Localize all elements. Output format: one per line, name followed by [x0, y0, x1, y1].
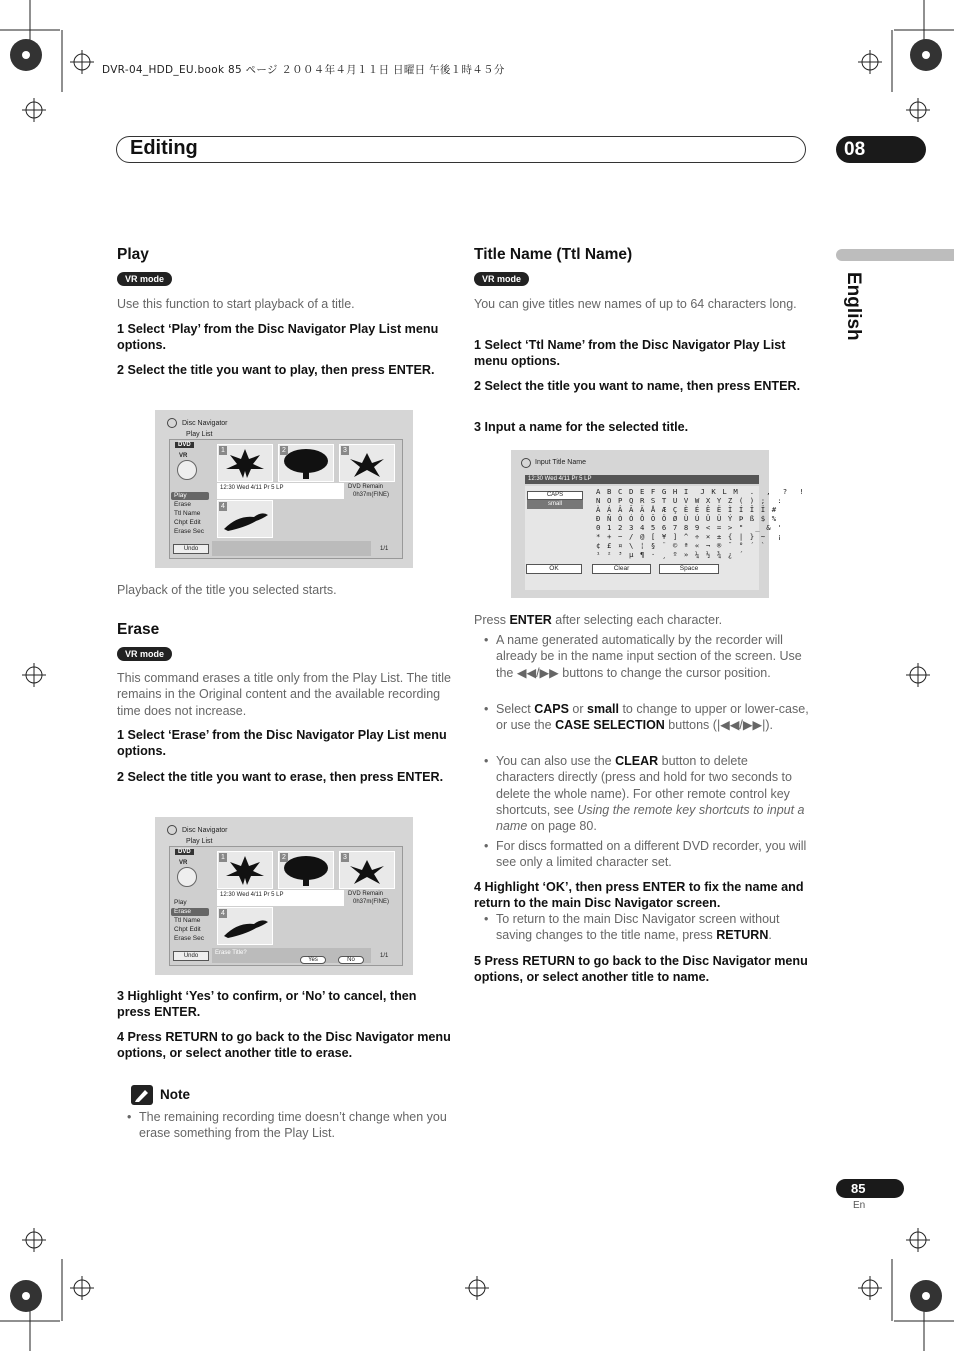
disc-icon: [177, 460, 197, 480]
char-row-4[interactable]: Ð Ñ Ò Ó Ô Õ Ö Ø Ù Ú Û Ü Ý Þ ß $ %: [596, 514, 778, 523]
no-button[interactable]: No: [338, 956, 364, 964]
language-tab: [836, 249, 954, 261]
vr-mode-badge: VR mode: [117, 647, 172, 661]
name-input-field[interactable]: 12:30 Wed 4/11 Pr 5 LP: [525, 475, 759, 484]
remain-label: DVD Remain: [348, 484, 384, 490]
erase-step-2: 2 Select the title you want to erase, then press ENTER.: [117, 770, 444, 784]
header-bar: [116, 136, 806, 163]
vr-label: VR: [179, 453, 188, 459]
erase-step-3: 3 Highlight ‘Yes’ to confirm, or ‘No’ to cancel, then press ENTER.: [117, 989, 417, 1020]
dvd-label: DVD: [175, 849, 194, 855]
char-row-5[interactable]: 0 1 2 3 4 5 6 7 8 9 < = > " _ & ': [596, 523, 783, 532]
title-name-step-3: 3 Input a name for the selected title.: [474, 420, 689, 434]
section-title: Editing: [130, 137, 198, 159]
menu-list: [171, 492, 213, 542]
yes-button[interactable]: Yes: [300, 956, 326, 964]
note-icon: [131, 1085, 153, 1105]
char-row-6[interactable]: * + − / @ [ ¥ ] ^ ÷ × ± { | } ~ ¡: [596, 532, 783, 541]
disc-icon: [521, 458, 531, 468]
press-enter-text: Press ENTER after selecting each character.: [474, 613, 723, 627]
erase-screen: [155, 817, 413, 975]
menu-chpt-edit[interactable]: Chpt Edit: [174, 519, 201, 526]
char-row-2[interactable]: N O P Q R S T U V W X Y Z ( ) ; :: [596, 496, 783, 505]
screen-title: Disc Navigator: [182, 827, 228, 834]
chapter-badge: 08: [836, 136, 926, 163]
char-row-1[interactable]: A B C D E F G H I J K L M . , ? !: [596, 487, 805, 496]
disc-icon: [177, 867, 197, 887]
title-name-intro: You can give titles new names of up to 64 characters long.: [474, 297, 797, 311]
bullet-caps-small: • Select CAPS or small to change to upper or lower-case, or use the CASE SELECTION buttons (|◀◀/▶▶|).: [474, 701, 809, 734]
title-name-step-2: 2 Select the title you want to name, then press ENTER.: [474, 379, 801, 393]
play-step-1: 1 Select ‘Play’ from the Disc Navigator Play List menu options.: [117, 322, 439, 353]
vr-mode-badge: VR mode: [474, 272, 529, 286]
disc-icon: [167, 418, 177, 428]
book-info-line: DVR-04_HDD_EU.book 85 ページ ２００４年４月１１日 日曜日 午後１時４５分: [102, 64, 505, 76]
char-row-8[interactable]: ¹ ² ³ µ ¶ · ¸ º » ¼ ½ ¾ ¿ ´: [596, 550, 745, 559]
title-info-bar: 12:30 Wed 4/11 Pr 5 LP: [217, 890, 344, 906]
menu-erase-sec[interactable]: Erase Sec: [174, 935, 204, 942]
erase-intro: This command erases a title only from the Play List. The title remains in the Original content and the available recording time does not increase.: [117, 671, 451, 718]
remain-value: 0h37m(FINE): [353, 492, 390, 498]
title-thumbnail-2[interactable]: 2: [278, 851, 334, 889]
menu-chpt-edit[interactable]: Chpt Edit: [174, 926, 201, 933]
bullet-return: • To return to the main Disc Navigator screen without saving changes to the title name, press RETURN.: [474, 911, 809, 944]
clear-button[interactable]: Clear: [592, 564, 651, 574]
menu-play[interactable]: Play: [174, 899, 187, 906]
screen-subtitle: Play List: [186, 431, 213, 438]
note-heading: Note: [160, 1087, 190, 1102]
char-row-3[interactable]: À Á Â Ã Ä Å Æ Ç È É Ê Ë Ì Í Î Ï #: [596, 505, 778, 514]
play-screen: [155, 410, 413, 568]
status-bar: [212, 541, 371, 556]
erase-prompt: Erase Title?: [215, 950, 247, 956]
play-heading: Play: [117, 246, 149, 263]
page-indicator: 1/1: [380, 546, 389, 552]
menu-play[interactable]: Play: [171, 492, 209, 500]
erase-step-4: 4 Press RETURN to go back to the Disc Navigator menu options, or select another title to erase.: [117, 1030, 451, 1061]
screen-title: Disc Navigator: [182, 420, 228, 427]
title-thumbnail-1[interactable]: 1: [217, 444, 273, 482]
play-step-2: 2 Select the title you want to play, then press ENTER.: [117, 363, 435, 377]
title-thumbnail-3[interactable]: 3: [339, 444, 395, 482]
title-thumbnail-4[interactable]: 4: [217, 500, 273, 538]
title-thumbnail-3[interactable]: 3: [339, 851, 395, 889]
title-thumbnail-2[interactable]: 2: [278, 444, 334, 482]
undo-button[interactable]: Undo: [173, 544, 209, 554]
bullet-clear: • You can also use the CLEAR button to delete characters directly (press and hold for two seconds to delete the whole name). For other remote control key shortcuts, see Using the remote key shortcuts to input a name on page 80.: [474, 753, 809, 834]
remain-label: DVD Remain: [348, 891, 384, 897]
title-name-step-4: 4 Highlight ‘OK’, then press ENTER to fix the name and return to the main Disc Navigator screen.: [474, 880, 804, 911]
char-row-7[interactable]: ¢ £ ¤ \ ¦ § ¨ © ª « ¬ ® ¯ ° ´ `: [596, 541, 767, 550]
erase-heading: Erase: [117, 621, 160, 638]
disc-icon: [167, 825, 177, 835]
title-name-step-5: 5 Press RETURN to go back to the Disc Navigator menu options, or select another title to name.: [474, 954, 808, 985]
erase-step-1: 1 Select ‘Erase’ from the Disc Navigator Play List menu options.: [117, 728, 447, 759]
dvd-label: DVD: [175, 442, 194, 448]
menu-erase-sec[interactable]: Erase Sec: [174, 528, 204, 535]
undo-button[interactable]: Undo: [173, 951, 209, 961]
title-name-step-1: 1 Select ‘Ttl Name’ from the Disc Navigator Play List menu options.: [474, 338, 786, 369]
title-info-bar: 12:30 Wed 4/11 Pr 5 LP: [217, 483, 344, 499]
vr-label: VR: [179, 860, 188, 866]
bullet-name-auto: • A name generated automatically by the recorder will already be in the name input section of the screen. Use the ◀◀/▶▶ buttons to change the cursor position.: [474, 632, 809, 681]
menu-erase[interactable]: Erase: [171, 908, 209, 916]
title-thumbnail-4[interactable]: 4: [217, 907, 273, 945]
play-intro: Use this function to start playback of a title.: [117, 297, 355, 311]
menu-ttl-name[interactable]: Ttl Name: [174, 917, 201, 924]
remain-value: 0h37m(FINE): [353, 899, 390, 905]
screen-title: Input Title Name: [535, 459, 586, 466]
page-language: En: [853, 1200, 866, 1211]
title-thumbnail-1[interactable]: 1: [217, 851, 273, 889]
vr-mode-badge: VR mode: [117, 272, 172, 286]
menu-ttl-name[interactable]: Ttl Name: [174, 510, 201, 517]
ok-button[interactable]: OK: [526, 564, 582, 574]
language-label: English: [843, 272, 864, 341]
page-indicator: 1/1: [380, 953, 389, 959]
menu-erase[interactable]: Erase: [174, 501, 191, 508]
menu-list: [171, 899, 213, 949]
title-name-heading: Title Name (Ttl Name): [474, 246, 633, 263]
play-after: Playback of the title you selected starts.: [117, 583, 337, 597]
note-text: • The remaining recording time doesn’t change when you erase something from the Play List.: [117, 1109, 457, 1142]
bullet-limited-chars: • For discs formatted on a different DVD recorder, you will see only a limited character set.: [474, 838, 809, 871]
screen-subtitle: Play List: [186, 838, 213, 845]
page-number: 85: [836, 1179, 904, 1198]
small-button[interactable]: small: [527, 500, 583, 509]
caps-button[interactable]: CAPS: [527, 491, 583, 500]
space-button[interactable]: Space: [659, 564, 719, 574]
